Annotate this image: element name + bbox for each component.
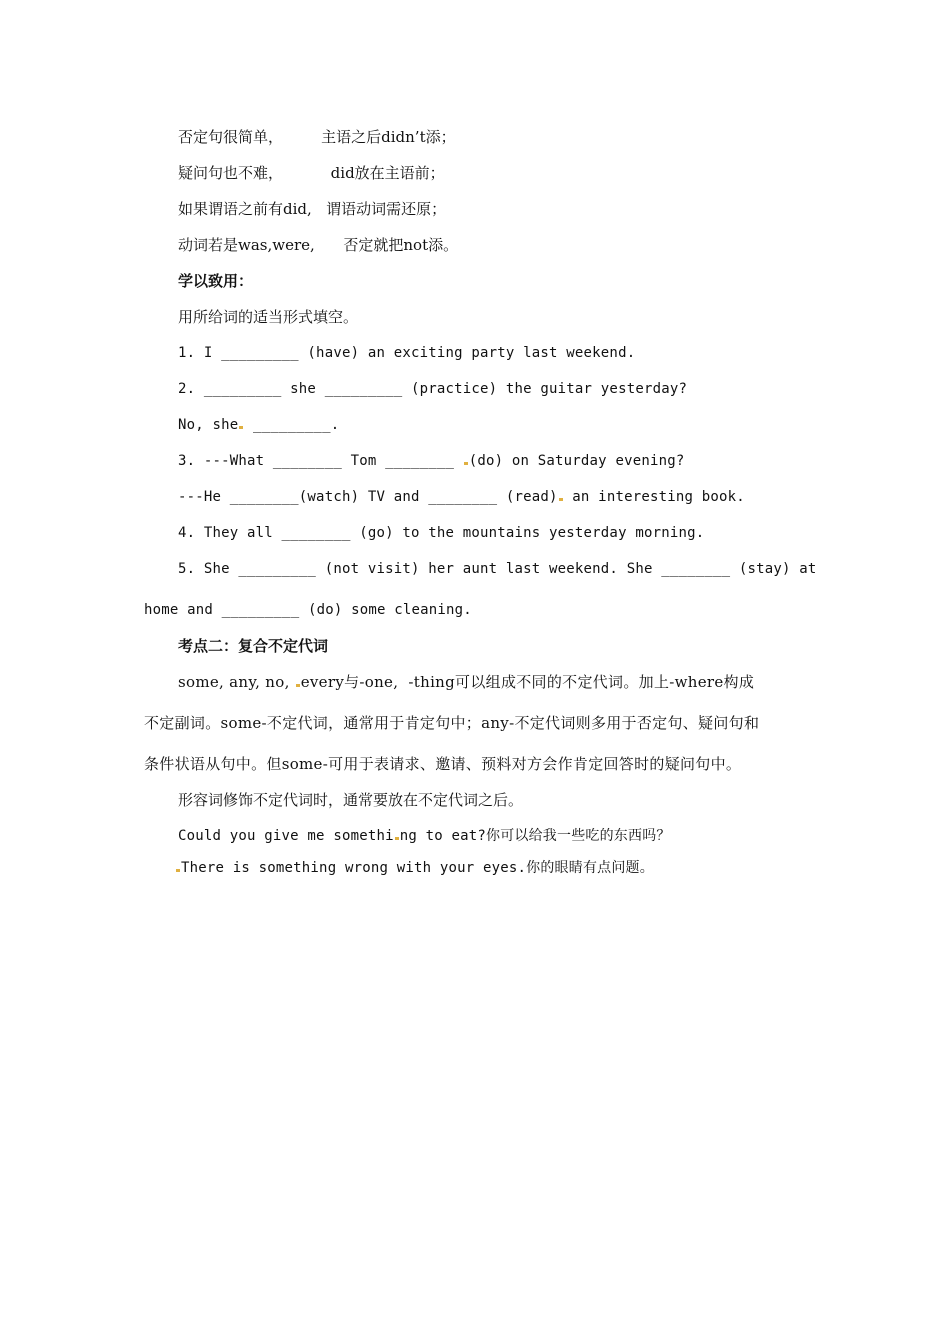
question-2: 2. _________ she _________ (practice) the guitar yesterday? xyxy=(178,381,688,397)
rhyme-line-4: 动词若是was,were, 否定就把not添。 xyxy=(178,236,459,254)
edit-marker xyxy=(176,869,180,872)
edit-marker xyxy=(464,462,468,465)
rhyme-line-3: 如果谓语之前有did, 谓语动词需还原； xyxy=(178,200,447,218)
example-2 xyxy=(175,858,654,878)
paragraph-1-line-2: 不定副词。some-不定代词，通常用于肯定句中；any-不定代词则多用于否定句、疑问句和 xyxy=(144,714,760,732)
practice-instruction: 用所给词的适当形式填空。 xyxy=(178,308,359,326)
example-2-text: There is something wrong with your eyes.你的眼睛有点问题。 xyxy=(181,860,654,876)
example-1-part-b: ng to eat?你可以给我一些吃的东西吗？ xyxy=(399,828,671,844)
question-3-answer xyxy=(178,487,745,507)
question-5-line-1: 5. She _________ (not visit) her aunt last weekend. She ________ (stay) at xyxy=(178,561,817,577)
answer-3-part-b: an interesting book. xyxy=(563,489,745,505)
answer-2-part-b: _________. xyxy=(244,417,340,433)
question-5-line-2: home and _________ (do) some cleaning. xyxy=(144,602,472,618)
paragraph-2: 形容词修饰不定代词时，通常要放在不定代词之后。 xyxy=(178,791,524,809)
question-3-part-b: (do) on Saturday evening? xyxy=(468,453,685,469)
example-1 xyxy=(178,826,671,846)
edit-marker xyxy=(239,426,243,429)
question-3 xyxy=(178,451,684,471)
practice-heading: 学以致用： xyxy=(178,272,254,290)
question-1: 1. I _________ (have) an exciting party last weekend. xyxy=(178,345,636,361)
example-1-part-a: Could you give me somethi xyxy=(178,828,394,844)
paragraph-1-part-b: every与-one, -thing可以组成不同的不定代词。加上-where构成 xyxy=(300,673,755,691)
paragraph-1-line-1 xyxy=(178,672,754,692)
paragraph-1-part-a: some, any, no, xyxy=(178,673,295,691)
paragraph-1-line-3: 条件状语从句中。但some-可用于表请求、邀请、预料对方会作肯定回答时的疑问句中。 xyxy=(144,755,742,773)
edit-marker xyxy=(296,684,300,687)
edit-marker xyxy=(559,498,563,501)
rhyme-line-1: 否定句很简单， 主语之后didn’t添； xyxy=(178,128,456,146)
question-4: 4. They all ________ (go) to the mountains yesterday morning. xyxy=(178,525,705,541)
answer-2-part-a: No, she xyxy=(178,417,239,433)
answer-3-part-a: ---He ________(watch) TV and ________ (read) xyxy=(178,489,558,505)
question-3-part-a: 3. ---What ________ Tom ________ xyxy=(178,453,463,469)
question-2-answer xyxy=(178,415,339,435)
edit-marker xyxy=(395,837,399,840)
rhyme-line-2: 疑问句也不难， did放在主语前； xyxy=(178,164,445,182)
point-2-heading: 考点二：复合不定代词 xyxy=(178,637,329,655)
